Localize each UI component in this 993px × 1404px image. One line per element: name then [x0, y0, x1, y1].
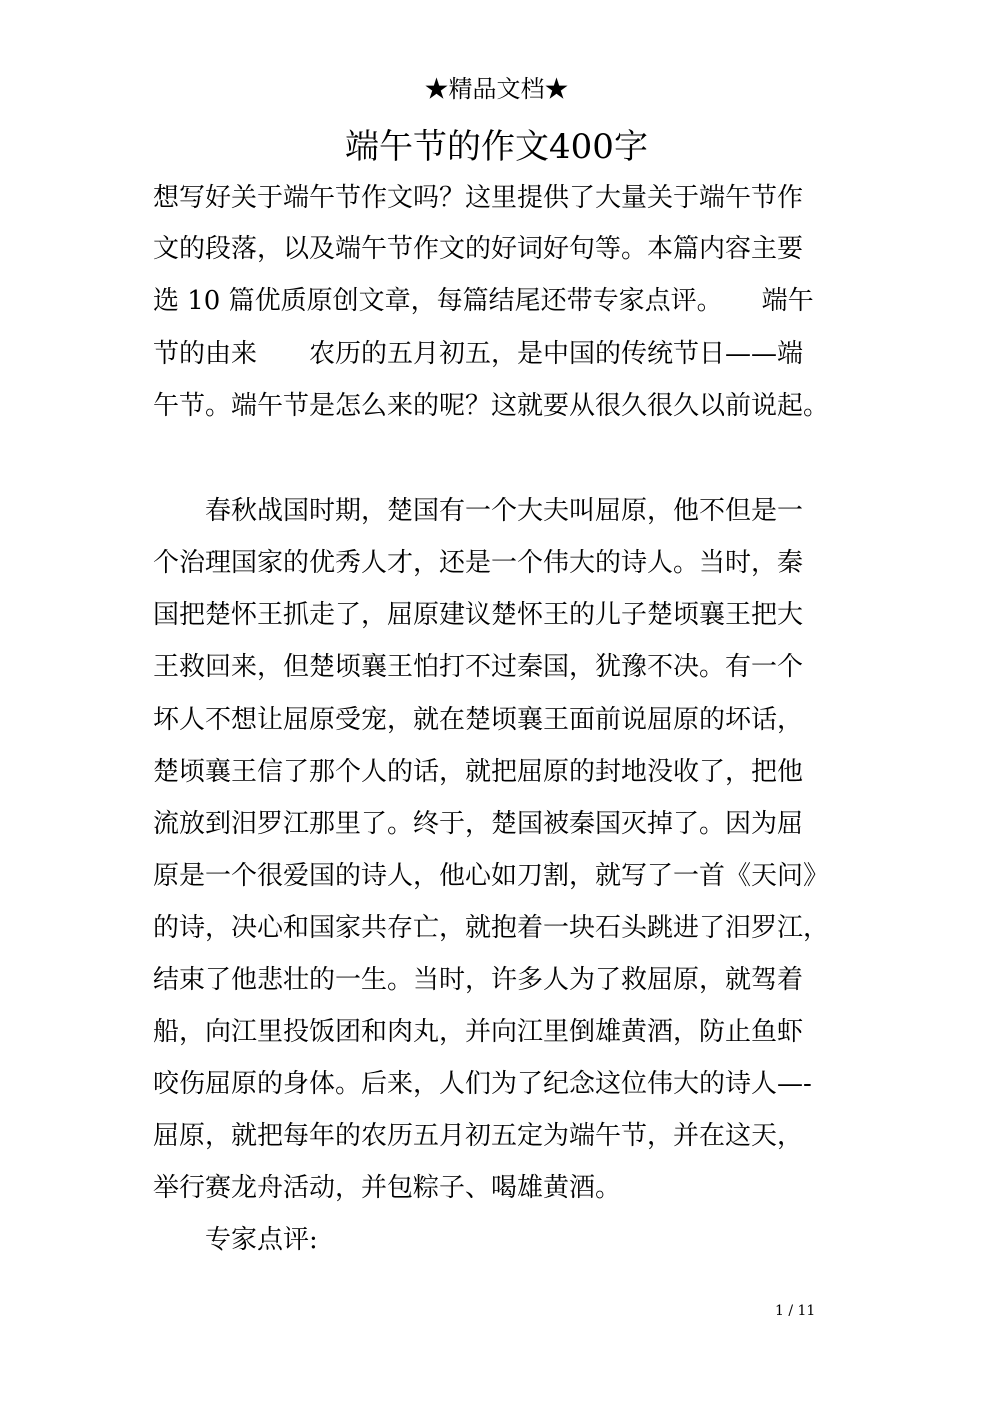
story-line: 楚顷襄王信了那个人的话，就把屈原的封地没收了，把他	[153, 757, 804, 787]
intro-line: 选 10 篇优质原创文章，每篇结尾还带专家点评。 端午	[153, 286, 814, 316]
document-title: 端午节的作文400字	[345, 127, 648, 167]
intro-line: 文的段落，以及端午节作文的好词好句等。本篇内容主要	[153, 234, 804, 264]
story-line: 结束了他悲壮的一生。当时，许多人为了救屈原，就驾着	[153, 965, 804, 995]
story-line: 个治理国家的优秀人才，还是一个伟大的诗人。当时，秦	[153, 548, 804, 578]
story-line: 举行赛龙舟活动，并包粽子、喝雄黄酒。	[153, 1173, 622, 1203]
intro-line: 节的由来 农历的五月初五，是中国的传统节日——端	[153, 339, 804, 369]
expert-comment-label: 专家点评:	[205, 1225, 318, 1255]
story-line: 国把楚怀王抓走了，屈原建议楚怀王的儿子楚顷襄王把大	[153, 600, 804, 630]
page-number: 1 / 11	[775, 1303, 816, 1319]
story-line: 春秋战国时期，楚国有一个大夫叫屈原，他不但是一	[205, 496, 804, 526]
story-line: 咬伤屈原的身体。后来，人们为了纪念这位伟大的诗人—-	[153, 1069, 812, 1099]
intro-line: 想写好关于端午节作文吗？这里提供了大量关于端午节作	[153, 183, 804, 213]
story-line: 屈原，就把每年的农历五月初五定为端午节，并在这天，	[153, 1121, 804, 1151]
story-line: 流放到汨罗江那里了。终于，楚国被秦国灭掉了。因为屈	[153, 809, 804, 839]
story-line: 王救回来，但楚顷襄王怕打不过秦国，犹豫不决。有一个	[153, 652, 804, 682]
intro-line: 午节。端午节是怎么来的呢？这就要从很久很久以前说起。	[153, 391, 830, 421]
story-line: 船，向江里投饭团和肉丸，并向江里倒雄黄酒，防止鱼虾	[153, 1017, 804, 1047]
story-line: 坏人不想让屈原受宠，就在楚顷襄王面前说屈原的坏话，	[153, 705, 804, 735]
header-banner: ★精品文档★	[424, 75, 569, 103]
story-line: 原是一个很爱国的诗人，他心如刀割，就写了一首《天问》	[153, 861, 830, 891]
story-line: 的诗，决心和国家共存亡，就抱着一块石头跳进了汨罗江，	[153, 913, 830, 943]
